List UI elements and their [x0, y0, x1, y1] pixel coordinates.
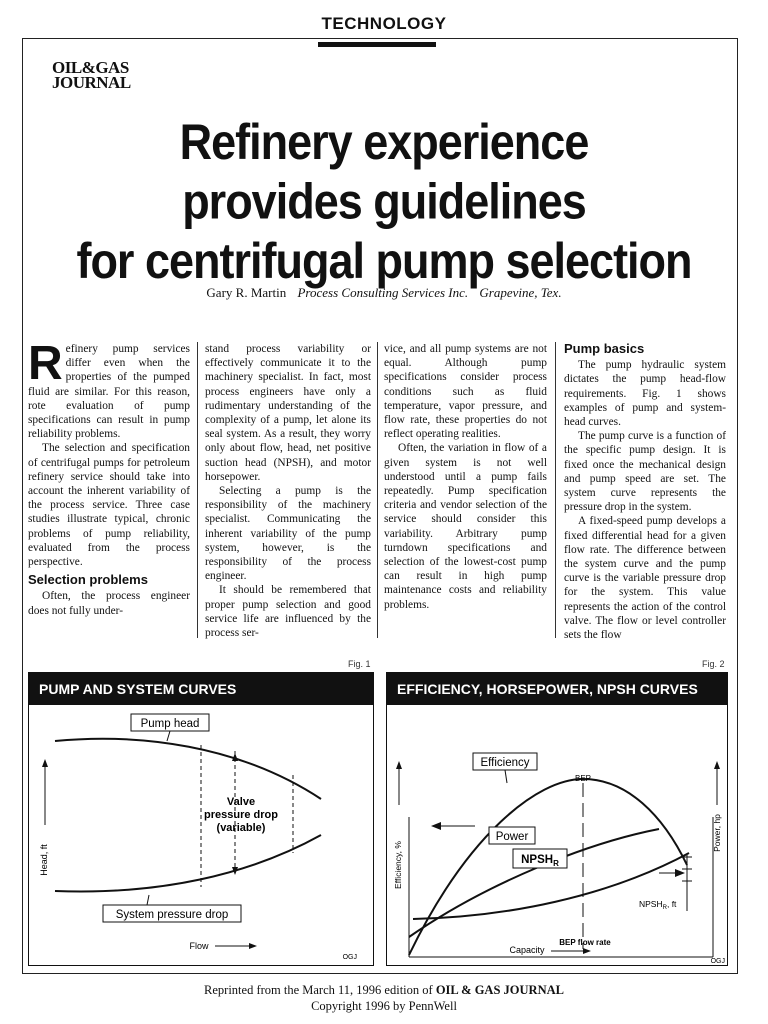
- journal-logo: [52, 60, 131, 90]
- byline-author: Gary R. Martin: [206, 285, 287, 300]
- footer-line-1: [0, 982, 768, 998]
- paragraph: vice, and all pump systems are not equal. Although pump specifications consider process conditions such as fluid temperature, vapor pressure, and flow rate, these properties do not reflect operating realities.: [384, 343, 547, 441]
- paragraph: Selecting a pump is the responsibility of the machinery specialist. Communicating the inherent variability of the pump system, however, is the responsibility of the process engineer.: [205, 485, 371, 583]
- fig2-credit: OGJ: [710, 958, 725, 965]
- column-3: [384, 342, 547, 642]
- npshr-axis-label: $NPSH_R$, ft: [639, 899, 677, 911]
- efficiency-label: Efficiency: [480, 757, 530, 769]
- y-axis-arrow-icon: [396, 761, 402, 769]
- headline-line-1: Refinery experience: [179, 113, 589, 171]
- fig1-diagram: [29, 705, 373, 965]
- column-1: [28, 342, 190, 642]
- y-left-label: Efficiency, %: [393, 841, 403, 889]
- system-drop-label: System pressure drop: [115, 909, 229, 921]
- y-right-label: Power, hp: [712, 814, 722, 852]
- pump-head-label: Pump head: [140, 718, 200, 730]
- valve-label-3: (variable): [216, 822, 266, 834]
- x-axis-label: Flow: [189, 941, 209, 951]
- fig1-credit: OGJ: [342, 954, 357, 961]
- drop-cap: R: [28, 342, 63, 390]
- headline-line-3: for centrifugal pump selection: [76, 231, 692, 289]
- figure-pump-system-curves: [28, 672, 374, 966]
- headline: [40, 112, 728, 290]
- valve-label-1: Valve: [226, 796, 256, 808]
- footer-copyright: Copyright 1996 by PennWell: [311, 999, 457, 1013]
- fig1-title: PUMP AND SYSTEM CURVES: [29, 673, 373, 705]
- fig2-title: EFFICIENCY, HORSEPOWER, NPSH CURVES: [387, 673, 727, 705]
- subhead-pump-basics: Pump basics: [564, 342, 645, 356]
- byline-place: Grapevine, Tex.: [479, 285, 562, 300]
- column-rule: [377, 342, 378, 638]
- headline-line-2: provides guidelines: [182, 172, 586, 230]
- right-pointer-arrow-icon: [675, 869, 685, 877]
- fig2-label: Fig. 2: [702, 659, 725, 669]
- paragraph: Often, the process engineer does not fully under-: [28, 590, 190, 617]
- power-label: Power: [495, 831, 529, 843]
- column-rule: [197, 342, 198, 638]
- footer-reprint-text: Reprinted from the March 11, 1996 edition of: [204, 983, 433, 997]
- paragraph: efinery pump services differ even when the properties of the pumped fluid are similar. For this reason, rote evaluation of pump specifications can result in pump reliability problems.: [28, 343, 190, 441]
- paragraph: It should be remembered that proper pump selection and good service life are influenced by the process ser-: [205, 584, 371, 640]
- fig2-diagram: [387, 705, 727, 965]
- bep-label: BEP: [574, 774, 592, 783]
- column-2: [205, 342, 371, 642]
- paragraph: Often, the variation in flow of a given system is not well understood until a pump fails repeatedly. Pump specification criteria and vendor selection of the service should consider this variability. Arbitrary pump turndown specifications and selection of the lowest-cost pump can result in high pump maintenance costs and reliability problems.: [384, 442, 547, 611]
- paragraph: The pump curve is a function of the specific pump design. It is fixed once the mechanical design and pump speed are set. The system curve represents the pressure drop in the system.: [564, 430, 726, 514]
- column-rule: [555, 342, 556, 638]
- byline: [0, 285, 768, 301]
- system-curve: [55, 835, 321, 892]
- paragraph: A fixed-speed pump develops a fixed differential head for a given flow rate. The difference between the system curve and the pump curve is the variable pressure drop for the system. This value represents the action of the control valve. The flow or level controller sets the flow: [564, 515, 726, 642]
- paragraph: stand process variability or effectively communicate it to the machinery specialist. In fact, most process engineers have only a rudimentary understanding of the complexity of a pump, let alone its seal system. As a result, they worry only about flow, head, net positive suction head (NPSH), and motor horsepower.: [205, 343, 371, 483]
- paragraph: The pump hydraulic system dictates the pump head-flow requirements. Fig. 1 shows examples of pump and system-head curves.: [564, 359, 726, 429]
- pump-head-curve: [55, 739, 321, 799]
- x-axis-label: Capacity: [509, 945, 545, 955]
- y-axis-label: Head, ft: [39, 844, 49, 876]
- npshr-label: $NPSH_R$: [521, 854, 559, 868]
- subhead-selection-problems: Selection problems: [28, 572, 148, 588]
- byline-org: Process Consulting Services Inc.: [297, 285, 469, 300]
- column-4: [564, 342, 726, 642]
- logo-line-1: OIL&GAS: [52, 58, 129, 77]
- bep-flow-label: BEP flow rate: [559, 938, 611, 947]
- x-axis-arrow-icon: [249, 943, 257, 949]
- fig1-label: Fig. 1: [348, 659, 371, 669]
- section-tag: TECHNOLOGY: [321, 14, 447, 33]
- right-axis-arrow-icon: [714, 761, 720, 769]
- figure-efficiency-curves: [386, 672, 728, 966]
- footer-journal-name: OIL & GAS JOURNAL: [435, 983, 564, 997]
- y-axis-arrow-icon: [42, 759, 48, 767]
- x-axis-arrow-icon: [583, 948, 591, 954]
- paragraph: The selection and specification of centrifugal pumps for petroleum refinery service should take into account the inherent variability of the process service. Three case studies illustrate typical, chronic problems of pump reliability, evaluated from the process perspective.: [28, 442, 190, 569]
- left-pointer-arrow-icon: [431, 822, 441, 830]
- logo-line-2: JOURNAL: [52, 73, 131, 92]
- valve-label-2: pressure drop: [204, 809, 278, 821]
- footer: [0, 982, 768, 1014]
